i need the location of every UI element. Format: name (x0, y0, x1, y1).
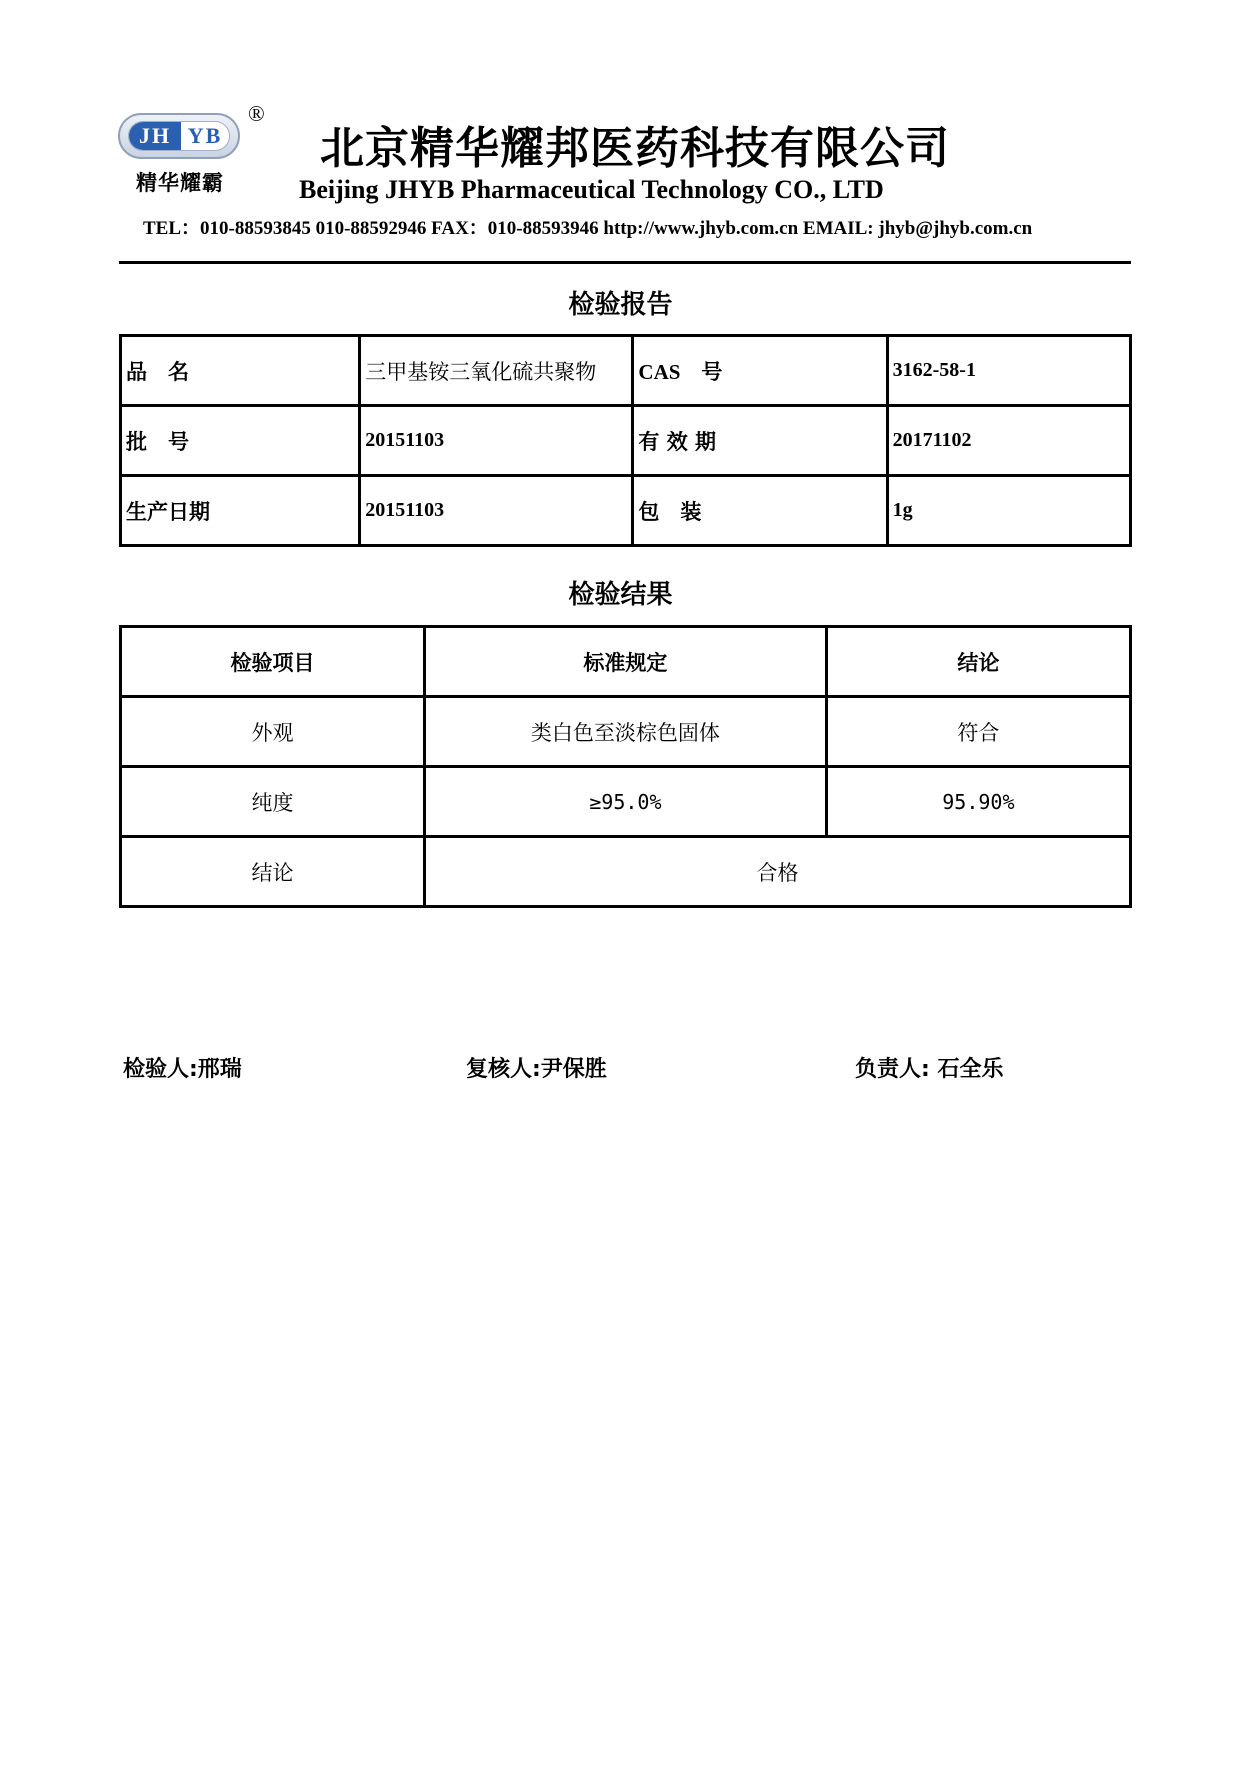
registered-trademark-icon: ® (248, 101, 265, 126)
product-name-label: 品 名 (121, 336, 360, 406)
header-divider (119, 261, 1131, 264)
logo-badge-right: YB (187, 123, 223, 148)
conclusion-label: 结论 (121, 837, 425, 907)
logo-badge-left: JH (129, 122, 181, 150)
expiry-value: 20171102 (887, 406, 1130, 476)
logo-badge (118, 113, 240, 159)
table-row (121, 767, 1131, 837)
results-title: 检验结果 (568, 580, 673, 610)
column-header-result: 结论 (826, 627, 1130, 697)
signature-manager: 负责人: 石全乐 (855, 1057, 1004, 1082)
expiry-label: 有 效 期 (633, 406, 887, 476)
company-name-cn: 北京精华耀邦医药科技有限公司 (320, 123, 950, 174)
signature-reviewer: 复核人:尹保胜 (466, 1057, 607, 1082)
signature-inspector: 检验人:邢瑞 (123, 1057, 242, 1082)
product-info-table (119, 334, 1132, 547)
inspection-results-table (119, 625, 1132, 908)
conclusion-value: 合格 (424, 837, 1130, 907)
production-date-value: 20151103 (360, 476, 633, 546)
package-value: 1g (887, 476, 1130, 546)
table-row (121, 697, 1131, 767)
table-header-row (121, 627, 1131, 697)
row-result-appearance: 符合 (826, 697, 1130, 767)
product-name-value: 三甲基铵三氧化硫共聚物 (360, 336, 633, 406)
row-standard-purity: ≥95.0% (424, 767, 826, 837)
table-row (121, 336, 1131, 406)
column-header-item: 检验项目 (121, 627, 425, 697)
table-row (121, 476, 1131, 546)
table-row (121, 406, 1131, 476)
column-header-standard: 标准规定 (424, 627, 826, 697)
row-standard-appearance: 类白色至淡棕色固体 (424, 697, 826, 767)
row-result-purity: 95.90% (826, 767, 1130, 837)
cas-label: CAS 号 (633, 336, 887, 406)
package-label: 包 装 (633, 476, 887, 546)
report-title: 检验报告 (568, 290, 673, 320)
row-item-purity: 纯度 (121, 767, 425, 837)
batch-label: 批 号 (121, 406, 360, 476)
row-item-appearance: 外观 (121, 697, 425, 767)
batch-value: 20151103 (360, 406, 633, 476)
company-logo (118, 101, 278, 201)
cas-value: 3162-58-1 (887, 336, 1130, 406)
production-date-label: 生产日期 (121, 476, 360, 546)
contact-info: TEL：010-88593845 010-88592946 FAX：010-88593946 http://www.jhyb.com.cn EMAIL: jhyb@jhyb.com.cn (143, 218, 1033, 239)
company-name-en: Beijing JHYB Pharmaceutical Technology CO., LTD (299, 175, 884, 204)
table-row-conclusion (121, 837, 1131, 907)
logo-brand-name: 精华耀霸 (136, 171, 224, 195)
